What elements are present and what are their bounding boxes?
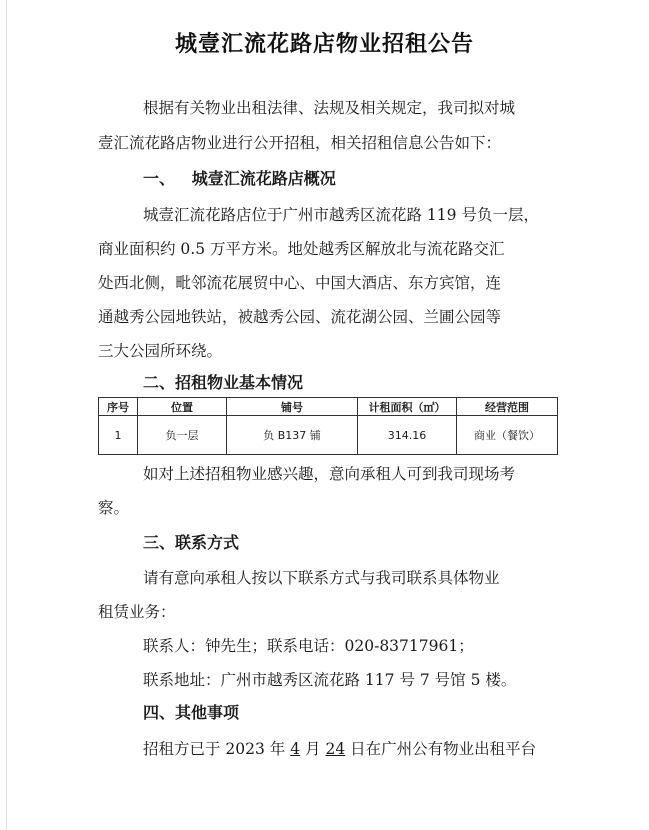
column-header: 经营范围 bbox=[457, 398, 558, 416]
contact-person-line: 联系人：钟先生；联系电话：020-83717961； bbox=[143, 637, 474, 655]
date-month: 4 bbox=[290, 740, 301, 758]
date-prefix: 招租方已于 2023 年 bbox=[143, 740, 291, 758]
column-header: 计租面积（㎡） bbox=[358, 398, 457, 416]
section-1-line: 城壹汇流花路店位于广州市越秀区流花路 119 号负一层， bbox=[143, 206, 539, 224]
column-header: 序号 bbox=[99, 398, 138, 416]
table-header-row bbox=[99, 398, 558, 416]
section-1-line: 三大公园所环绕。 bbox=[98, 342, 223, 360]
month-unit: 月 bbox=[300, 740, 326, 758]
section-1-line: 通越秀公园地铁站，被越秀公园、流花湖公园、兰圃公园等 bbox=[98, 308, 502, 326]
page-edge bbox=[6, 0, 7, 830]
table-cell: 314.16 bbox=[358, 416, 457, 455]
rental-table bbox=[98, 397, 558, 455]
column-header: 位置 bbox=[138, 398, 227, 416]
section-2-heading: 二、招租物业基本情况 bbox=[143, 373, 304, 392]
section-3-line: 请有意向承租人按以下联系方式与我司联系具体物业 bbox=[143, 569, 500, 587]
column-header: 铺号 bbox=[227, 398, 358, 416]
contact-address-line: 联系地址：广州市越秀区流花路 117 号 7 号馆 5 楼。 bbox=[143, 671, 517, 689]
table-row bbox=[99, 416, 558, 455]
section-2-after-line: 如对上述招租物业感兴趣，意向承租人可到我司现场考 bbox=[143, 465, 516, 483]
section-2-after-line: 察。 bbox=[98, 499, 130, 517]
section-1-line: 处西北侧，毗邻流花展贸中心、中国大酒店、东方宾馆，连 bbox=[98, 274, 502, 292]
section-3-heading: 三、联系方式 bbox=[143, 533, 240, 552]
table-cell: 1 bbox=[99, 416, 138, 455]
table-cell: 商业（餐饮） bbox=[457, 416, 558, 455]
intro-line-2: 壹汇流花路店物业进行公开招租，相关招租信息公告如下： bbox=[98, 134, 502, 152]
date-day: 24 bbox=[325, 740, 346, 758]
table-cell: 负 B137 铺 bbox=[227, 416, 358, 455]
section-3-line: 租赁业务： bbox=[98, 603, 176, 621]
intro-line-1: 根据有关物业出租法律、法规及相关规定，我司拟对城 bbox=[143, 99, 516, 117]
table-cell: 负一层 bbox=[138, 416, 227, 455]
section-4-line bbox=[143, 739, 536, 759]
page-title: 城壹汇流花路店物业招租公告 bbox=[174, 32, 474, 57]
section-4-heading: 四、其他事项 bbox=[143, 703, 240, 722]
date-suffix: 日在广州公有物业出租平台 bbox=[345, 740, 537, 758]
section-1-heading: 一、 城壹汇流花路店概况 bbox=[143, 169, 336, 188]
section-1-line: 商业面积约 0.5 万平方米。地处越秀区解放北与流花路交汇 bbox=[98, 240, 505, 258]
